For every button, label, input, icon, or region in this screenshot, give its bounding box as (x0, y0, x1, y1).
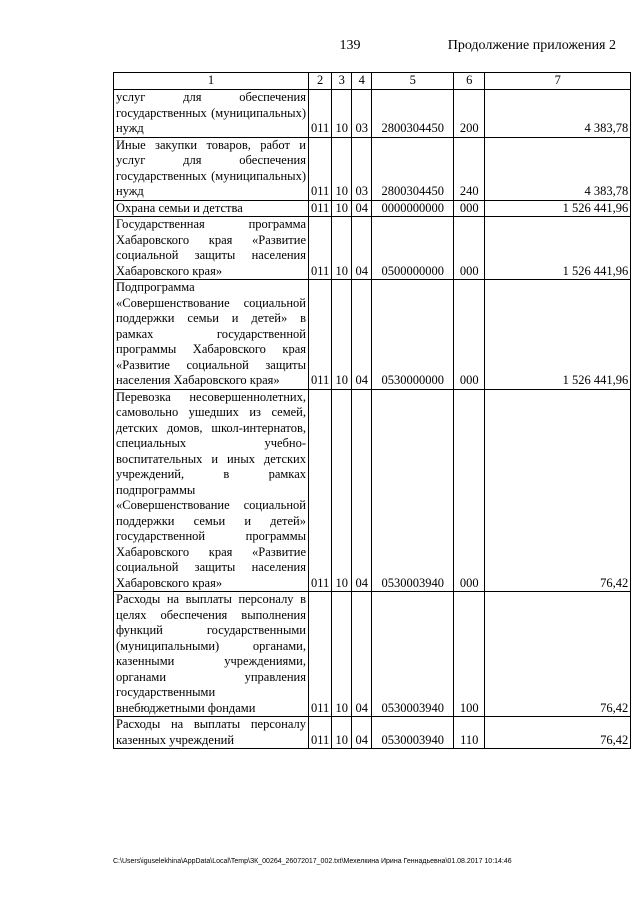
subsection-code: 04 (352, 592, 372, 717)
expense-type-code: 200 (454, 90, 485, 138)
expense-name: Иные закупки товаров, работ и услуг для обеспечения государственных (муниципальных) нужд (114, 137, 309, 200)
subsection-code: 04 (352, 389, 372, 592)
section-code: 10 (332, 217, 352, 280)
amount: 1 526 441,96 (485, 217, 631, 280)
table-row (114, 717, 631, 749)
ministry-code: 011 (309, 200, 332, 217)
amount: 76,42 (485, 592, 631, 717)
ministry-code: 011 (309, 389, 332, 592)
expense-name: Подпрограмма «Совершенствование социальной поддержки семьи и детей» в рамках государственной программы Хабаровского края «Развитие социальной защиты населения Хабаровского края» (114, 280, 309, 390)
section-code: 10 (332, 717, 352, 749)
target-article-code: 0530003940 (372, 592, 454, 717)
target-article-code: 0530000000 (372, 280, 454, 390)
amount: 4 383,78 (485, 90, 631, 138)
subsection-code: 04 (352, 200, 372, 217)
amount: 76,42 (485, 717, 631, 749)
expense-name: Перевозка несовершеннолетних, самовольно ушедших из семей, детских домов, школ-интернатов, специальных учебно-воспитательных и иных детских учреждений, в рамках подпрограммы «Совершенствование социальной поддержки семьи и детей» государственной программы Хабаровского края «Развитие социальной защиты населения Хабаровского края» (114, 389, 309, 592)
ministry-code: 011 (309, 217, 332, 280)
ministry-code: 011 (309, 592, 332, 717)
table-row (114, 90, 631, 138)
expense-name: Охрана семьи и детства (114, 200, 309, 217)
section-code: 10 (332, 200, 352, 217)
section-code: 10 (332, 280, 352, 390)
column-header: 4 (352, 73, 372, 90)
column-header: 5 (372, 73, 454, 90)
expense-type-code: 000 (454, 217, 485, 280)
document-path-footer: C:\Users\iguselekhina\AppData\Local\Temp\ЗК_00264_26072017_002.txt\Мехелкина Ирина Геннадьевна\01.08.2017 10:14:46 (113, 858, 512, 865)
column-header: 6 (454, 73, 485, 90)
table-row (114, 217, 631, 280)
table-row (114, 389, 631, 592)
column-header: 7 (485, 73, 631, 90)
ministry-code: 011 (309, 90, 332, 138)
table-row (114, 200, 631, 217)
page-number: 139 (339, 38, 361, 53)
table-header-row (114, 73, 631, 90)
expense-name: Расходы на выплаты персоналу в целях обеспечения выполнения функций государственными (муниципальными) органами, казенными учреждениями, органами управления государственными внебюджетными фондами (114, 592, 309, 717)
amount: 4 383,78 (485, 137, 631, 200)
expense-type-code: 110 (454, 717, 485, 749)
section-code: 10 (332, 389, 352, 592)
amount: 1 526 441,96 (485, 200, 631, 217)
expense-type-code: 100 (454, 592, 485, 717)
ministry-code: 011 (309, 717, 332, 749)
expense-type-code: 000 (454, 200, 485, 217)
budget-table (113, 72, 631, 749)
subsection-code: 03 (352, 90, 372, 138)
ministry-code: 011 (309, 280, 332, 390)
section-code: 10 (332, 90, 352, 138)
section-code: 10 (332, 137, 352, 200)
column-header: 2 (309, 73, 332, 90)
amount: 76,42 (485, 389, 631, 592)
subsection-code: 04 (352, 217, 372, 280)
column-header: 3 (332, 73, 352, 90)
table-row (114, 137, 631, 200)
section-code: 10 (332, 592, 352, 717)
target-article-code: 2800304450 (372, 137, 454, 200)
expense-name: Расходы на выплаты персоналу казенных учреждений (114, 717, 309, 749)
appendix-continuation-note: Продолжение приложения 2 (447, 38, 616, 53)
subsection-code: 03 (352, 137, 372, 200)
subsection-code: 04 (352, 717, 372, 749)
subsection-code: 04 (352, 280, 372, 390)
column-header: 1 (114, 73, 309, 90)
ministry-code: 011 (309, 137, 332, 200)
expense-name: Государственная программа Хабаровского края «Развитие социальной защиты населения Хабаровского края» (114, 217, 309, 280)
target-article-code: 0530003940 (372, 389, 454, 592)
expense-name: услуг для обеспечения государственных (муниципальных) нужд (114, 90, 309, 138)
expense-type-code: 240 (454, 137, 485, 200)
target-article-code: 0500000000 (372, 217, 454, 280)
expense-type-code: 000 (454, 389, 485, 592)
target-article-code: 2800304450 (372, 90, 454, 138)
table-row (114, 280, 631, 390)
table-row (114, 592, 631, 717)
amount: 1 526 441,96 (485, 280, 631, 390)
target-article-code: 0000000000 (372, 200, 454, 217)
target-article-code: 0530003940 (372, 717, 454, 749)
expense-type-code: 000 (454, 280, 485, 390)
